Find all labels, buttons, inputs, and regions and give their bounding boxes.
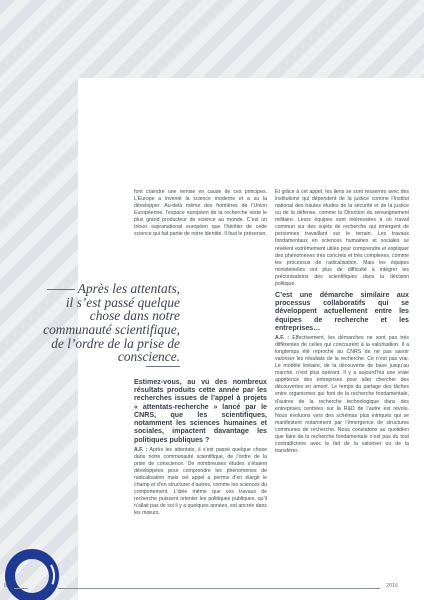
- left-column-bottom: [134, 378, 267, 520]
- page-number: 8: [4, 583, 8, 589]
- answer-1-text: Après les attentats, il s’est passé quelque chose dans notre communauté scientifique, de l’ordre de la prise de conscience. De nombreuses études s’étaient développées pour comprendre les phénomènes de radicalisation mais cet appel a permis d’en élargir le champ et d’en structurer d’autres, comme les sciences du comportement. L’idée même que ces travaux de recherche puissent orienter les politiques publiques, qu’il n’allait pas de soi il y a quelques années, est ancrée dans les mœurs.: [134, 446, 267, 517]
- footer-rule-right: [58, 588, 380, 589]
- right-paragraph-1: Et grâce à cet appel, les liens se sont resserrés avec des institutions qui dépendent de la justice comme l’Institut national des hautes études de la sécurité et de la justice ou de la défense, comme la Direction du renseignement militaire. Leurs équipes sont intéressées à un travail commun sur des sujets de recherche qui émergent de personnes travaillant sur le terrain. Les travaux fondamentaux en sciences humaines et sociales se révèlent extrêmement utiles pour comprendre et expliquer des phénomènes très concrets et très complexes, comme les processus de radicalisation. Mais les équipes ministérielles ont plus de difficulté à intégrer les préconisations des scientifiques dans la décision politique.: [275, 189, 409, 287]
- right-column: [275, 189, 409, 458]
- pull-quote: [36, 282, 180, 367]
- answer-label: A.F. :: [275, 334, 290, 341]
- footer-rule-left: [14, 588, 28, 589]
- interview-question-1: Estimez-vous, au vu des nombreux résultats produits cette année par les recherches issues de l’appel à projets « attentats-recherche » lancé par le CNRS, que les scientifiques, notamment les sciences humaines et sociales, impactent davantage les politiques publiques ?: [134, 378, 267, 444]
- answer-2: [275, 335, 409, 455]
- quote-rule-end: [146, 366, 180, 367]
- left-column-top: [134, 189, 267, 241]
- page-footer: [0, 578, 424, 600]
- left-paragraph-1: font craindre une remise en cause de ces principes. L’Europe a inventé la science moderne et a su la développer. Au-delà même des frontières de l’Union Européenne, l’espace européen de la recherche reste le plus grand producteur de science au monde. C’est un trésor supranational européen que l’héritier de cette science qui fait partie de notre identité. Il faut le préserver.: [134, 189, 267, 238]
- answer-label: A.F. :: [134, 446, 148, 453]
- quote-rule-start: [47, 289, 75, 290]
- interview-question-2: C’est une démarche similaire aux processus collaboratifs qui se développent actuellement entre les équipes de recherche et les entreprises…: [275, 290, 409, 332]
- answer-2-text: Effectivement, les démarches ne sont pas très différentes de celles qui concourent à la valorisation. Il a longtemps été reproché au CNRS de ne pas savoir valoriser les résultats de la recherche. Ce n’est pas vrai. Le modèle linéaire, de la découverte de base jusqu’au marché, n’est plus opérant. Il y a aujourd’hui une vraie appétence des entreprises pour aller chercher des découvertes en amont. Le temps du partage des tâches entre organismes qui font de la recherche fondamentale, d’autres de la recherche technologique dans des entreprises centrées sur la R&D de l’autre est révolu. Nous évoluons vers des schémas plus intriqués qui se manifestent notamment par l’émergence de structures communes de recherche. Nous constatons au quotidien que faire de la recherche fondamentale n’est pas du tout contradictoire avec le fait de la valoriser ou de la transférer.: [275, 334, 409, 454]
- footer-year: 2016: [386, 583, 399, 589]
- pull-quote-text: Après les attentats, il s’est passé quelque chose dans notre communauté scientifique, de l’ordre de la prise de conscience.: [43, 281, 180, 365]
- answer-1: [134, 447, 267, 518]
